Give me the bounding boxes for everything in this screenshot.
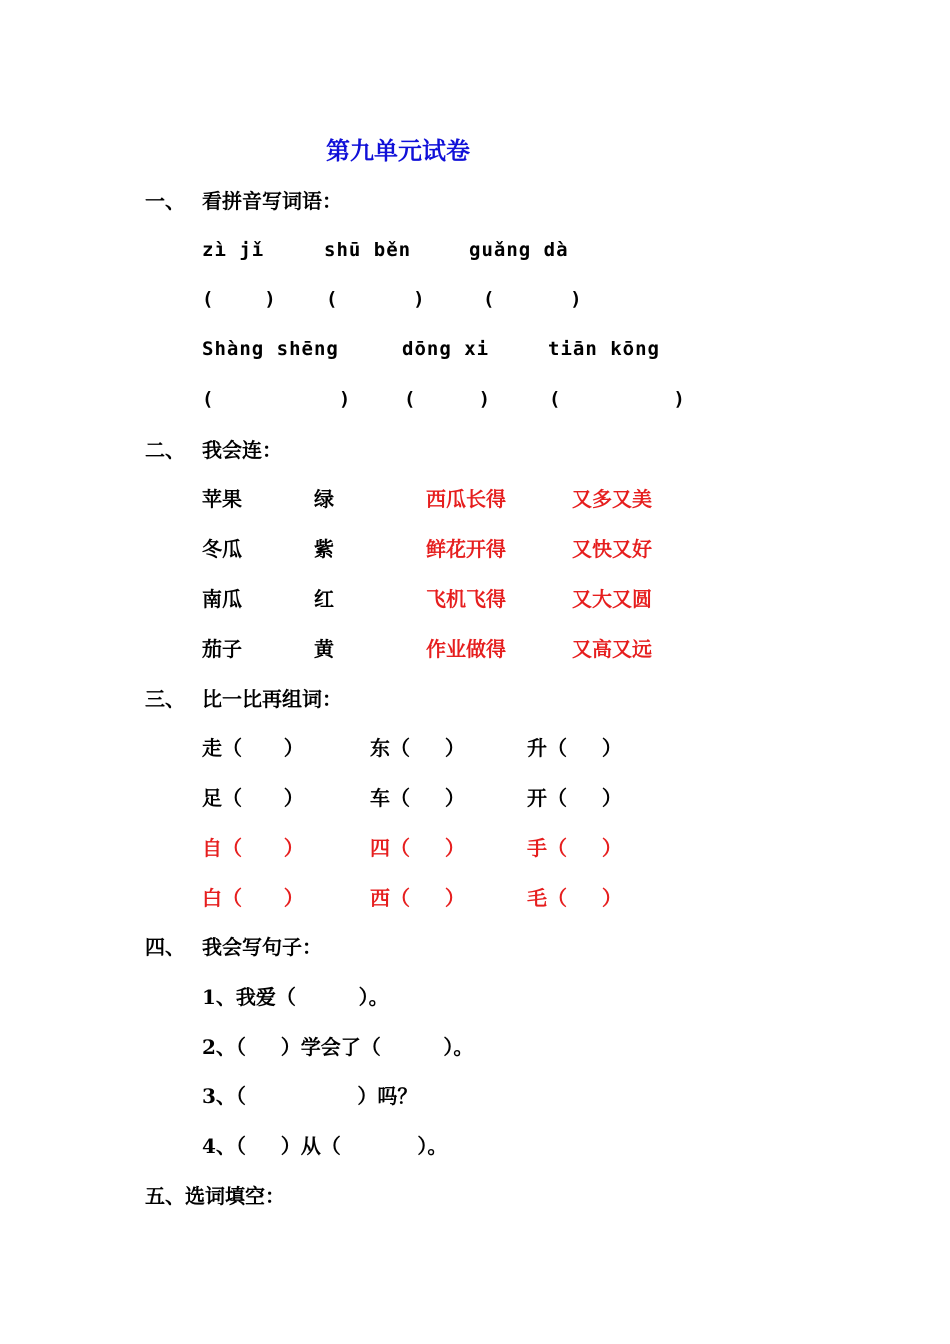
section-5-heading: 五、选词填空： bbox=[145, 1184, 285, 1208]
word-pair[interactable]: 东（ ） bbox=[370, 736, 465, 760]
sentence-item[interactable]: 4、（ ）从（ ）。 bbox=[202, 1134, 448, 1158]
section-4-number: 四、 bbox=[145, 935, 185, 959]
match-item: 飞机飞得 bbox=[426, 587, 506, 611]
match-item: 冬瓜 bbox=[202, 537, 242, 561]
answer-blank-4[interactable]: ( ) bbox=[202, 388, 352, 410]
match-item: 红 bbox=[314, 587, 334, 611]
pinyin-5: dōng xi bbox=[402, 338, 490, 360]
pinyin-2: shū běn bbox=[324, 239, 412, 261]
answer-blank-3[interactable]: ( ) bbox=[483, 288, 583, 310]
word-pair[interactable]: 手（ ） bbox=[527, 836, 622, 860]
section-2-heading: 我会连： bbox=[202, 438, 282, 462]
word-pair[interactable]: 开（ ） bbox=[527, 786, 622, 810]
section-3-number: 三、 bbox=[145, 687, 185, 711]
word-pair[interactable]: 足（ ） bbox=[202, 786, 304, 810]
pinyin-6: tiān kōng bbox=[548, 338, 660, 360]
answer-blank-5[interactable]: ( ) bbox=[404, 388, 492, 410]
match-item: 西瓜长得 bbox=[426, 487, 506, 511]
match-item: 黄 bbox=[314, 637, 334, 661]
match-item: 又高又远 bbox=[572, 637, 652, 661]
word-pair[interactable]: 白（ ） bbox=[202, 886, 304, 910]
section-1-heading: 看拼音写词语： bbox=[202, 189, 342, 213]
word-pair[interactable]: 升（ ） bbox=[527, 736, 622, 760]
match-item: 又快又好 bbox=[572, 537, 652, 561]
sentence-item[interactable]: 2、（ ）学会了（ ）。 bbox=[202, 1035, 474, 1059]
word-pair[interactable]: 西（ ） bbox=[370, 886, 465, 910]
word-pair[interactable]: 毛（ ） bbox=[527, 886, 622, 910]
match-item: 又多又美 bbox=[572, 487, 652, 511]
match-item: 又大又圆 bbox=[572, 587, 652, 611]
match-item: 鲜花开得 bbox=[426, 537, 506, 561]
section-2-number: 二、 bbox=[145, 438, 185, 462]
word-pair[interactable]: 走（ ） bbox=[202, 736, 304, 760]
word-pair[interactable]: 车（ ） bbox=[370, 786, 465, 810]
word-pair[interactable]: 自（ ） bbox=[202, 836, 304, 860]
section-4-heading: 我会写句子： bbox=[202, 935, 322, 959]
answer-blank-2[interactable]: ( ) bbox=[326, 288, 426, 310]
section-3-heading: 比一比再组词： bbox=[202, 687, 342, 711]
section-1-number: 一、 bbox=[145, 189, 185, 213]
sentence-item[interactable]: 3、（ ）吗？ bbox=[202, 1084, 418, 1108]
answer-blank-1[interactable]: ( ) bbox=[202, 288, 277, 310]
answer-blank-6[interactable]: ( ) bbox=[549, 388, 686, 410]
sentence-item[interactable]: 1、我爱（ ）。 bbox=[202, 985, 389, 1009]
match-item: 作业做得 bbox=[426, 637, 506, 661]
match-item: 南瓜 bbox=[202, 587, 242, 611]
pinyin-3: guǎng dà bbox=[469, 239, 569, 261]
pinyin-4: Shàng shēng bbox=[202, 338, 339, 360]
word-pair[interactable]: 四（ ） bbox=[370, 836, 465, 860]
pinyin-1: zì jǐ bbox=[202, 239, 265, 261]
match-item: 茄子 bbox=[202, 637, 242, 661]
match-item: 绿 bbox=[314, 487, 334, 511]
match-item: 紫 bbox=[314, 537, 334, 561]
page-title: 第九单元试卷 bbox=[326, 136, 470, 165]
match-item: 苹果 bbox=[202, 487, 242, 511]
